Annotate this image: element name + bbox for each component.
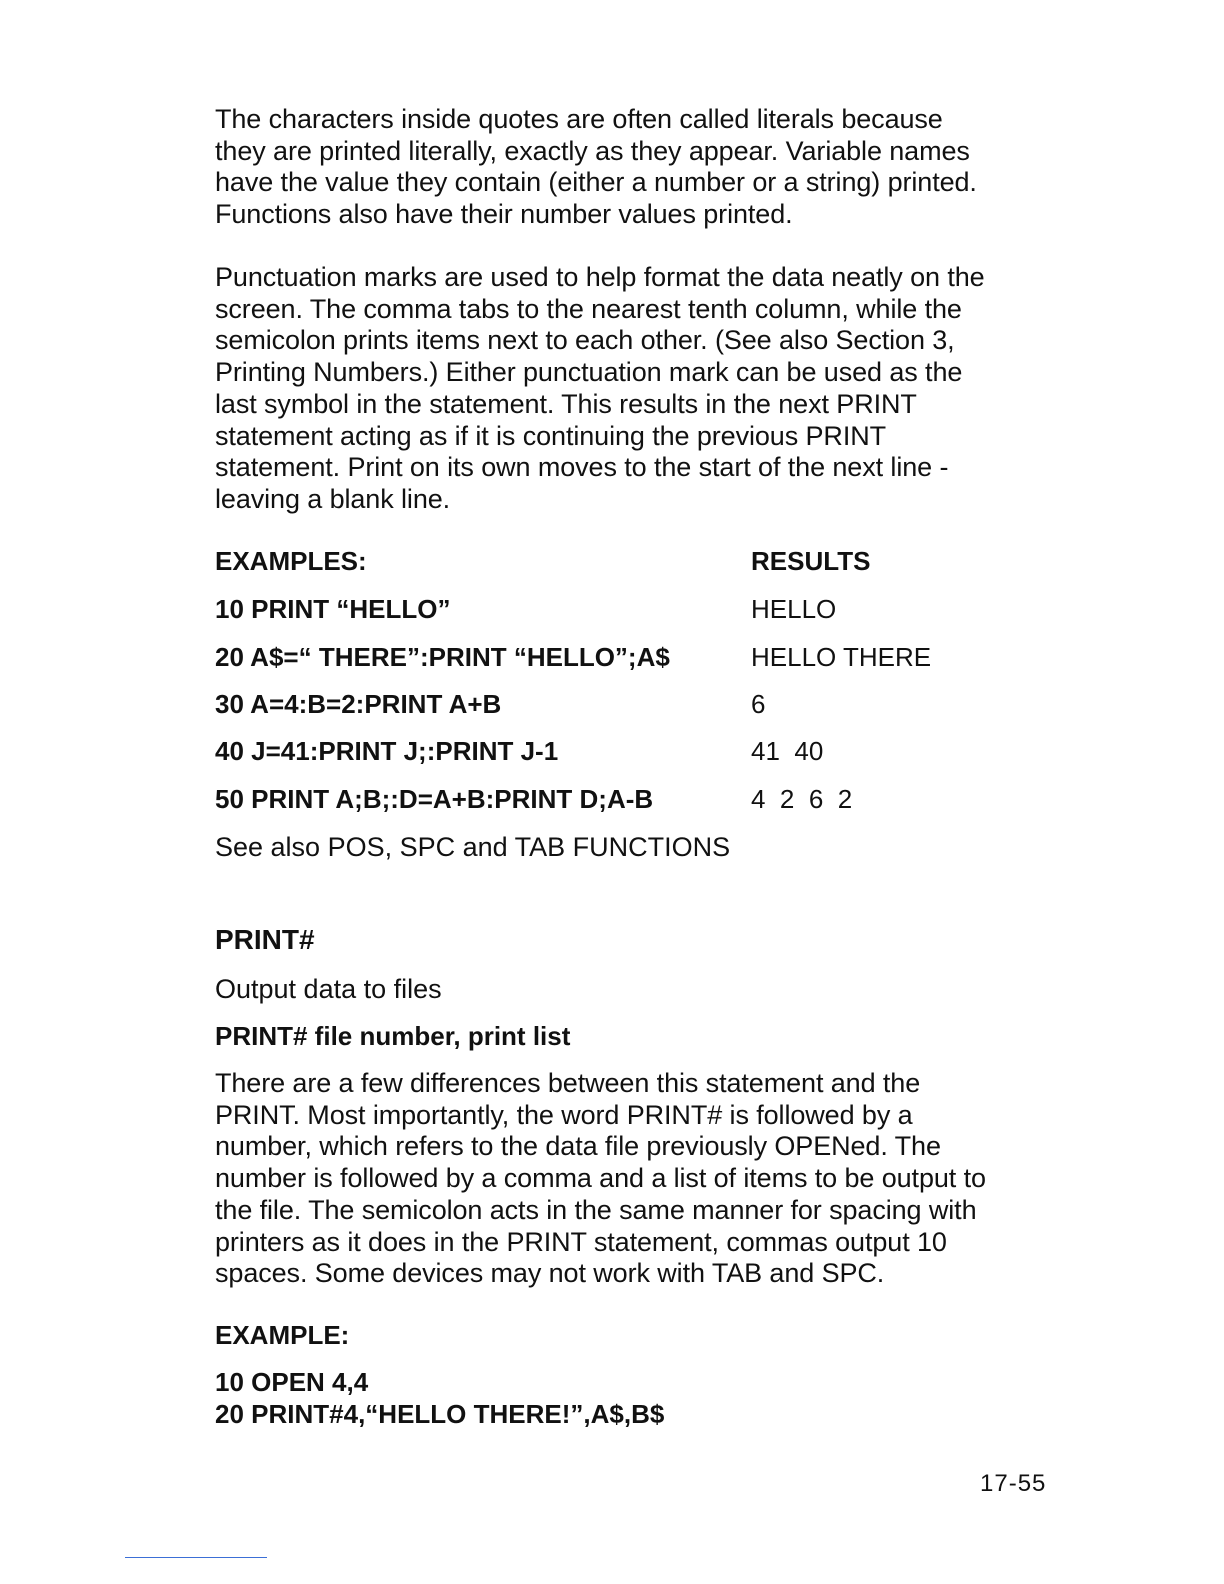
- punctuation-line: statement. Print on its own moves to the start of the next line -: [215, 452, 949, 483]
- page-number: 17-55: [980, 1470, 1047, 1497]
- print-hash-line: PRINT. Most importantly, the word PRINT# is followed by a: [215, 1099, 913, 1130]
- example-result: HELLO: [751, 594, 837, 624]
- example-code: 10 PRINT “HELLO”: [215, 594, 451, 624]
- section-subtitle: Output data to files: [215, 974, 442, 1004]
- punctuation-line: screen. The comma tabs to the nearest tenth column, while the: [215, 293, 962, 324]
- examples-label: EXAMPLES:: [215, 546, 367, 576]
- example-label: EXAMPLE:: [215, 1320, 350, 1350]
- print-hash-line: There are a few differences between this statement and the: [215, 1068, 921, 1098]
- intro-line: they are printed literally, exactly as they appear. Variable names: [215, 135, 970, 166]
- print-hash-line: number, which refers to the data file previously OPENed. The: [215, 1131, 941, 1162]
- punctuation-line: statement acting as if it is continuing the previous PRINT: [215, 420, 887, 451]
- example-result: 4 2 6 2: [751, 784, 853, 814]
- section-title: PRINT#: [215, 924, 315, 955]
- intro-line: The characters inside quotes are often called literals because: [215, 104, 943, 134]
- intro-line: Functions also have their number values printed.: [215, 199, 793, 230]
- example-result: HELLO THERE: [751, 642, 932, 672]
- example-code: 20 A$=“ THERE”:PRINT “HELLO”;A$: [215, 642, 670, 672]
- example-code: 50 PRINT A;B;:D=A+B:PRINT D;A-B: [215, 784, 654, 814]
- punctuation-line: Printing Numbers.) Either punctuation mark can be used as the: [215, 357, 963, 388]
- intro-paragraph: [215, 104, 1065, 231]
- example-result: 41 40: [751, 736, 824, 766]
- example-code-line: 20 PRINT#4,“HELLO THERE!”,A$,B$: [215, 1399, 665, 1429]
- punctuation-line: semicolon prints items next to each other. (See also Section 3,: [215, 325, 955, 356]
- example-code: 30 A=4:B=2:PRINT A+B: [215, 689, 502, 719]
- punctuation-paragraph: [215, 262, 1065, 516]
- print-hash-line: number is followed by a comma and a list of items to be output to: [215, 1163, 986, 1194]
- intro-line: have the value they contain (either a number or a string) printed.: [215, 167, 977, 198]
- footer-rule: [125, 1557, 267, 1558]
- print-hash-paragraph: [215, 1068, 1065, 1290]
- example-result: 6: [751, 689, 766, 719]
- syntax-line: PRINT# file number, print list: [215, 1021, 571, 1051]
- print-hash-line: spaces. Some devices may not work with TAB and SPC.: [215, 1258, 885, 1289]
- punctuation-line: Punctuation marks are used to help format the data neatly on the: [215, 262, 985, 292]
- punctuation-line: leaving a blank line.: [215, 483, 451, 514]
- results-label: RESULTS: [751, 546, 871, 576]
- see-also-text: See also POS, SPC and TAB FUNCTIONS: [215, 832, 731, 862]
- example-code: 40 J=41:PRINT J;:PRINT J-1: [215, 736, 559, 766]
- punctuation-line: last symbol in the statement. This results in the next PRINT: [215, 388, 917, 419]
- example-code-line: 10 OPEN 4,4: [215, 1367, 369, 1397]
- print-hash-line: the file. The semicolon acts in the same manner for spacing with: [215, 1194, 977, 1225]
- print-hash-line: printers as it does in the PRINT statement, commas output 10: [215, 1226, 947, 1257]
